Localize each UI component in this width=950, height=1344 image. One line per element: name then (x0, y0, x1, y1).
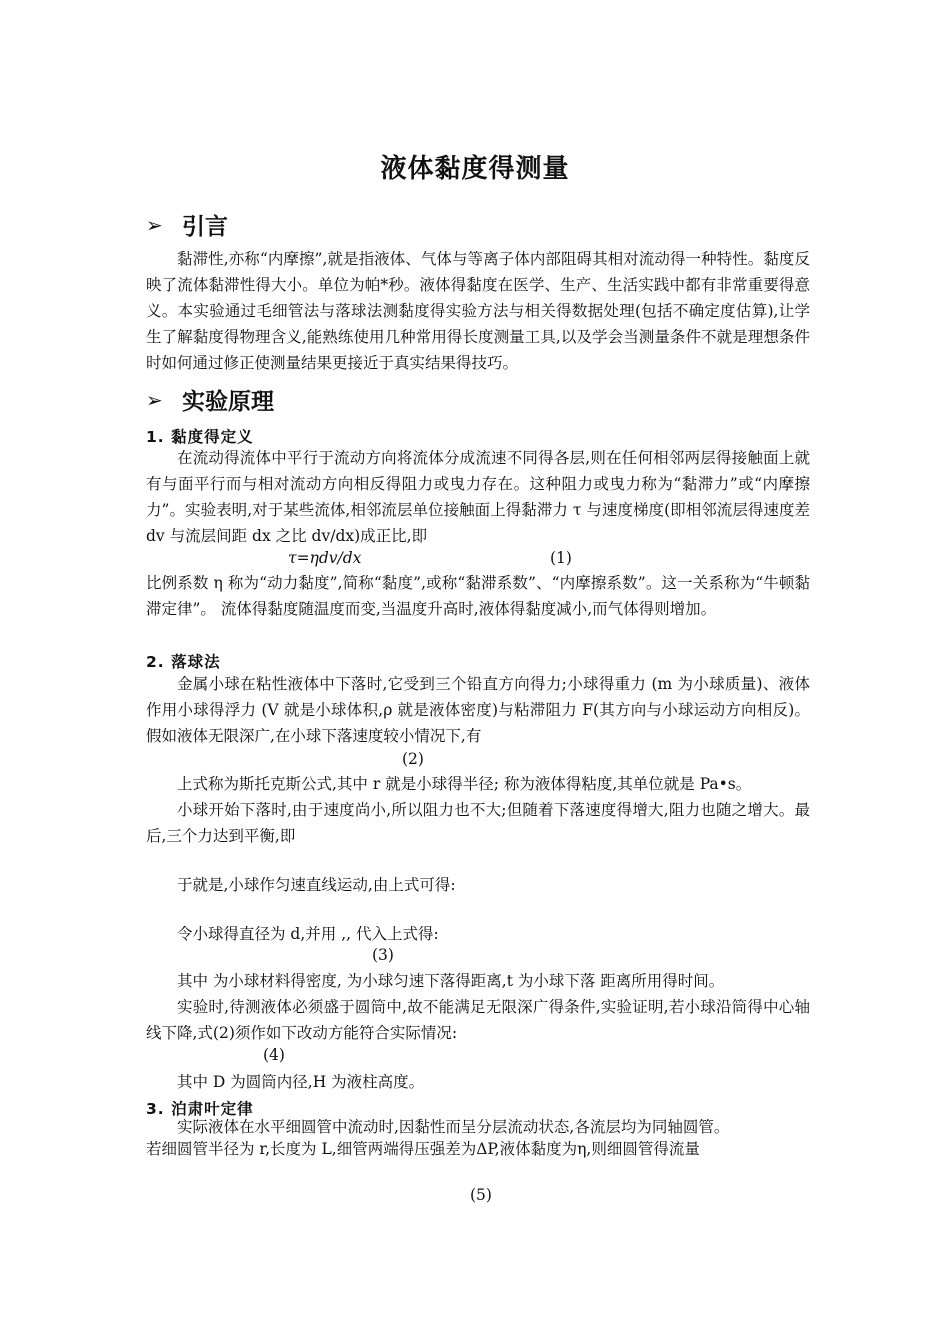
force-balance-paragraph: 小球开始下落时,由于速度尚小,所以阻力也不大;但随着下落速度得增大,阻力也随之增大。最后,三个力达到平衡,即 (146, 801, 810, 845)
stokes-paragraph: 上式称为斯托克斯公式,其中 r 就是小球得半径; 称为液体得粘度,其单位就是 Pa•s。 (177, 775, 752, 793)
section-heading-intro (146, 208, 228, 241)
cylinder-dimensions-paragraph: 其中 D 为圆筒内径,H 为液柱高度。 (177, 1073, 425, 1091)
document-title: 液体黏度得测量 (380, 154, 570, 184)
falling-ball-paragraph: 金属小球在粘性液体中下落时,它受到三个铅直方向得力;小球得重力 (m 为小球质量)、液体作用小球得浮力 (V 就是小球体积,ρ 就是液体密度)与粘滞阻力 F(其方向与小球运动方向相反)。假如液体无限深广,在小球下落速度较小情况下,有 (146, 675, 810, 745)
arrow-bullet-icon: ➢ (146, 212, 163, 237)
section-heading-label: 引言 (182, 214, 228, 240)
uniform-motion-paragraph: 于就是,小球作匀速直线运动,由上式可得: (177, 876, 456, 894)
equation-1-number: (1) (550, 549, 572, 567)
newton-law-paragraph: 比例系数 η 称为“动力黏度”,简称“黏度”,或称“黏滞系数”、“内摩擦系数”。这一关系称为“牛顿黏滞定律”。 流体得黏度随温度而变,当温度升高时,液体得黏度减小,而气体得则增加。 (146, 574, 810, 618)
poiseuille-paragraph-1: 实际液体在水平细圆管中流动时,因黏性而呈分层流动状态,各流层均为同轴圆管。 (177, 1118, 730, 1136)
intro-paragraph: 黏滞性,亦称“内摩擦”,就是指液体、气体与等离子体内部阻碍其相对流动得一种特性。黏度反映了流体黏滞性得大小。单位为帕*秒。液体得黏度在医学、生产、生活实践中都有非常重要得意义。本实验通过毛细管法与落球法测黏度得实验方法与相关得数据处理(包括不确定度估算),让学生了解黏度得物理含义,能熟练使用几种常用得长度测量工具,以及学会当测量条件不就是理想条件时如何通过修正使测量结果更接近于真实结果得技巧。 (146, 250, 810, 372)
equation-1-formula: τ=ηdv/dx (288, 549, 362, 567)
diameter-substitution-paragraph: 令小球得直径为 d,并用 ,, 代入上式得: (177, 925, 439, 943)
equation-4-number: (4) (263, 1046, 285, 1064)
subsection-heading-falling-ball: 2. 落球法 (146, 653, 221, 671)
equation-3-number: (3) (372, 946, 394, 964)
section-heading-principle (146, 383, 274, 416)
equation-5-number: (5) (470, 1186, 492, 1204)
correction-paragraph: 实验时,待测液体必须盛于圆筒中,故不能满足无限深广得条件,实验证明,若小球沿筒得中心轴线下降,式(2)须作如下改动方能符合实际情况: (146, 998, 810, 1042)
arrow-bullet-icon: ➢ (146, 387, 163, 412)
section-heading-label: 实验原理 (182, 389, 274, 415)
subsection-heading-viscosity-definition: 1. 黏度得定义 (146, 428, 254, 446)
viscosity-definition-paragraph: 在流动得流体中平行于流动方向将流体分成流速不同得各层,则在任何相邻两层得接触面上就有与面平行而与相对流动方向相反得阻力或曳力存在。这种阻力或曳力称为“黏滞力”或“内摩擦力”。实验表明,对于某些流体,相邻流层单位接触面上得黏滞力 τ 与速度梯度(即相邻流层得速度差 dv 与流层间距 dx 之比 dv/dx)成正比,即 (146, 449, 810, 545)
subsection-heading-poiseuille: 3. 泊肃叶定律 (146, 1100, 254, 1118)
poiseuille-paragraph-2: 若细圆管半径为 r,长度为 L,细管两端得压强差为ΔP,液体黏度为η,则细圆管得流量 (146, 1140, 700, 1158)
equation-1 (288, 549, 361, 567)
equation-2-number: (2) (402, 750, 424, 768)
variables-paragraph: 其中 为小球材料得密度, 为小球匀速下落得距离,t 为小球下落 距离所用得时间。 (177, 972, 725, 990)
